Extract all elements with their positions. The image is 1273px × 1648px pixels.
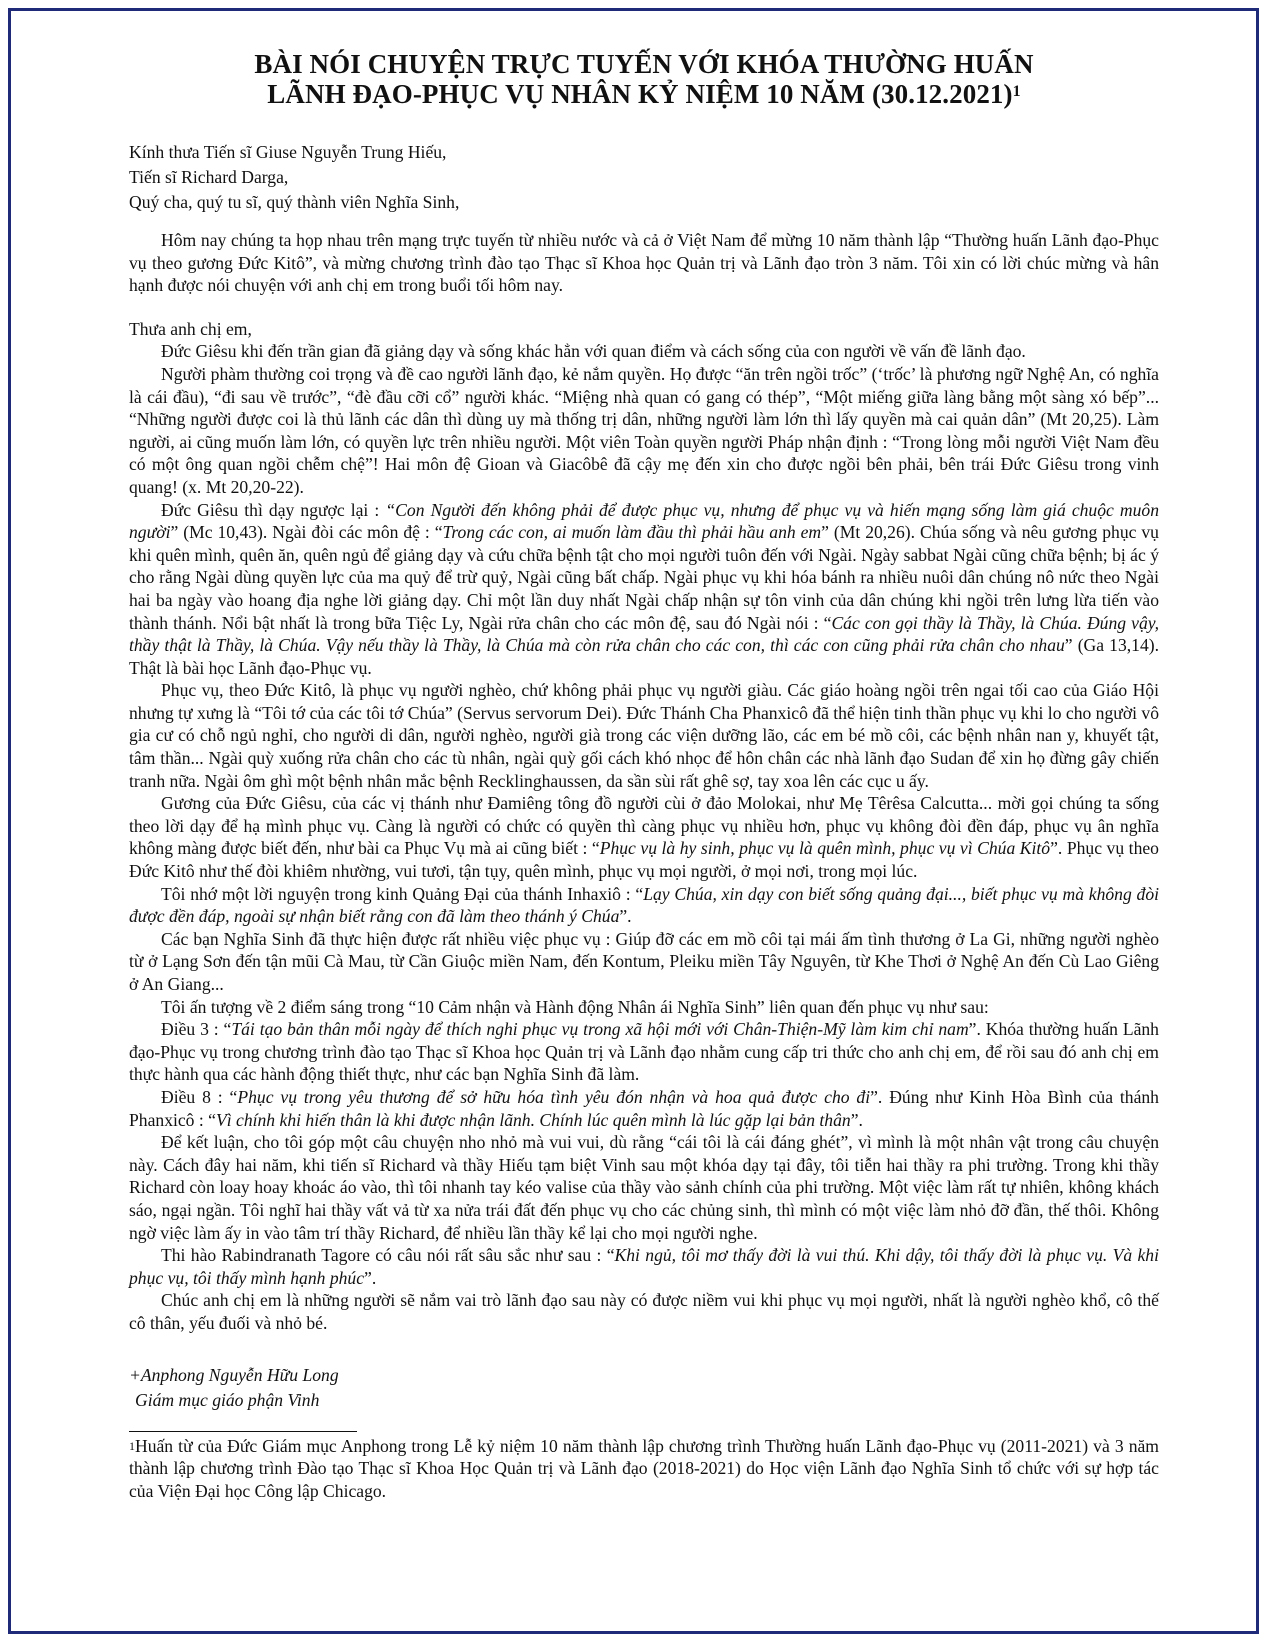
paragraph-1: Đức Giêsu khi đến trần gian đã giảng dạy và sống khác hẳn với quan điểm và cách sống của con người về vấn đề lãnh đạo. — [161, 341, 1026, 362]
paragraph-8: Tôi ấn tượng về 2 điểm sáng trong “10 Cảm nhận và Hành động Nhân ái Nghĩa Sinh” liên quan đến phục vụ như sau: — [161, 996, 989, 1017]
title-line-2 — [129, 79, 1159, 109]
footnote — [129, 1435, 1159, 1503]
paragraph-6 — [129, 883, 1159, 928]
paragraph-5-text: ”. Phục vụ theo Đức Kitô như thế đòi khiêm nhường, vui tươi, tận tụy, quên mình, phục vụ mọi người, ở mọi nơi, trong mọi lúc. — [129, 838, 1159, 882]
signature-name: +Anphong Nguyễn Hữu Long — [129, 1364, 339, 1385]
greeting-line: Tiến sĩ Richard Darga, — [129, 167, 289, 187]
paragraph-12-text: Thi hào Rabindranath Tagore có câu nói rất sâu sắc như sau : “ — [161, 1245, 615, 1266]
footnote-mark: 1 — [129, 1438, 135, 1453]
paragraph-4: Phục vụ, theo Đức Kitô, là phục vụ người nghèo, chứ không phải phục vụ người giàu. Các giáo hoàng ngồi trên ngai tối cao của Giáo Hội nhưng tự xưng là “Tôi tớ của các tôi tớ Chúa” (Servus servorum Dei). Đức Thánh Cha Phanxicô đã thể hiện tinh thần phục vụ khi lo cho người vô gia cư có chỗ ngủ nghỉ, cho người di dân, người nghèo, người già trong các viện dưỡng lão, các em bé mồ côi, các bệnh nhân nan y, khuyết tật, tâm thần... Ngài quỳ xuống rửa chân cho các tù nhân, ngài quỳ gối cách khó nhọc để hôn chân các nhà lãnh đạo Sudan để xin họ đừng gây chiến tranh nữa. Ngài ôm ghì một bệnh nhân mắc bệnh Recklinghaussen, da sần sùi rất ghê sợ, tay xoa lên các cục u ấy. — [129, 680, 1159, 791]
footnote-text: Huấn từ của Đức Giám mục Anphong trong Lễ kỷ niệm 10 năm thành lập chương trình Thường huấn Lãnh đạo-Phục vụ (2011-2021) và 3 năm thành lập chương trình Đào tạo Thạc sĩ Khoa Học Quản trị và Lãnh đạo (2018-2021) do Học viện Lãnh đạo Nghĩa Sinh tổ chức với sự hợp tác của Viện Đại học Công lập Chicago. — [129, 1435, 1159, 1501]
paragraph-5-text: Gương của Đức Giêsu, của các vị thánh như Đamiêng tông đồ người cùi ở đảo Molokai, như Mẹ Têrêsa Calcutta... mời gọi chúng ta sống theo lời dạy để hạ mình phục vụ. Càng là người có chức có quyền thì càng phục vụ nhiều hơn, phục vụ không đòi đền đáp, phục vụ ân nghĩa không màng được biết đến, như bài ca Phục Vụ mà ai cũng biết : “ — [129, 793, 1159, 859]
paragraph-6-text: ”. — [619, 906, 632, 927]
paragraph-9-text: ”. Khóa thường huấn Lãnh đạo-Phục vụ trong chương trình đào tạo Thạc sĩ Khoa học Quản trị và Lãnh đạo nhằm cung cấp tri thức cho anh chị em, để rồi sau đó anh chị em thực hành qua các hành động thiết thực, như các bạn Nghĩa Sinh đã làm. — [129, 1019, 1159, 1085]
title-line-1: BÀI NÓI CHUYỆN TRỰC TUYẾN VỚI KHÓA THƯỜNG HUẤN — [254, 49, 1034, 79]
quote-tagore: Khi ngủ, tôi mơ thấy đời là vui thú. Khi dậy, tôi thấy đời là phục vụ. Và khi phục vụ, tôi thấy mình hạnh phúc — [129, 1245, 1159, 1288]
signature-role: Giám mục giáo phận Vinh — [135, 1389, 320, 1410]
quote-mt-20-26: Trong các con, ai muốn làm đầu thì phải hầu anh em — [442, 522, 822, 543]
page-border — [8, 8, 1259, 1634]
quote-kinh-quang-dai: Lạy Chúa, xin dạy con biết sống quảng đại..., biết phục vụ mà không đòi được đền đáp, ngoài sự nhận biết rằng con đã làm theo thánh ý Chúa — [129, 883, 1160, 927]
paragraph-3 — [129, 499, 1159, 680]
paragraph-3-text: ” (Mc 10,43). Ngài đòi các môn đệ : “ — [170, 522, 443, 543]
document-title — [129, 49, 1159, 109]
footnote-divider — [129, 1431, 357, 1432]
paragraph-9-text: Điều 3 : “ — [161, 1019, 232, 1040]
document-body — [129, 39, 1159, 1502]
paragraph-6-text: Tôi nhớ một lời nguyện trong kinh Quảng Đại của thánh Inhaxiô : “ — [161, 883, 644, 904]
quote-dieu-8: Phục vụ trong yêu thương để sở hữu hóa tình yêu đón nhận và hoa quả được cho đi — [237, 1086, 871, 1107]
salutation: Thưa anh chị em, — [129, 318, 252, 339]
quote-kinh-hoa-binh: Vì chính khi hiến thân là khi được nhận lãnh. Chính lúc quên mình là lúc gặp lại bản thân — [215, 1109, 851, 1130]
paragraph-3-text: Đức Giêsu thì dạy ngược lại : — [161, 499, 386, 520]
intro-paragraph: Hôm nay chúng ta họp nhau trên mạng trực tuyến từ nhiều nước và cả ở Việt Nam để mừng 10 năm thành lập “Thường huấn Lãnh đạo-Phục vụ theo gương Đức Kitô”, và mừng chương trình đào tạo Thạc sĩ Khoa học Quản trị và Lãnh đạo tròn 3 năm. Tôi xin có lời chúc mừng và hân hạnh được nói chuyện với anh chị em trong buổi tối hôm nay. — [129, 230, 1159, 296]
quote-dieu-3: Tái tạo bản thân mỗi ngày để thích nghi phục vụ trong xã hội mới với Chân-Thiện-Mỹ làm kim chỉ nam — [231, 1019, 969, 1040]
paragraph-12 — [129, 1244, 1159, 1289]
paragraph-5 — [129, 792, 1159, 882]
paragraph-2: Người phàm thường coi trọng và đề cao người lãnh đạo, kẻ nắm quyền. Họ được “ăn trên ngồi trốc” (‘trốc’ là phương ngữ Nghệ An, có nghĩa là cái đầu), “đi sau về trước”, “đè đầu cỡi cổ” người khác. “Miệng nhà quan có gang có thép”, “Một miếng giữa làng bằng một sàng xó bếp”... “Những người được coi là thủ lãnh các dân thì dùng uy mà thống trị dân, những người làm lớn thì lấy quyền mà cai quản dân” (Mt 20,25). Làm người, ai cũng muốn làm lớn, có quyền lực trên nhiều người. Một viên Toàn quyền người Pháp nhận định : “Trong lòng mỗi người Việt Nam đều có một ông quan ngồi chễm chệ”! Hai môn đệ Gioan và Giacôbê đã cậy mẹ đến xin cho được ngồi bên phải, bên trái Đức Giêsu trong vinh quang! (x. Mt 20,20-22). — [129, 363, 1159, 497]
quote-phuc-vu-song: Phục vụ là hy sinh, phục vụ là quên mình, phục vụ vì Chúa Kitô — [599, 838, 1051, 859]
paragraph-7: Các bạn Nghĩa Sinh đã thực hiện được rất nhiều việc phục vụ : Giúp đỡ các em mồ côi tại mái ấm tình thương ở La Gi, những người nghèo từ ở Lạng Sơn đến tận mũi Cà Mau, từ Cần Giuộc miền Nam, đến Kontum, Pleiku miền Tây Nguyên, từ Khe Thơi ở Nghệ An đến Cù Lao Giêng ở An Giang... — [129, 928, 1159, 994]
paragraph-10-text: Điều 8 : “ — [161, 1086, 238, 1107]
signature-block — [129, 1363, 1159, 1413]
paragraph-13: Chúc anh chị em là những người sẽ nắm vai trò lãnh đạo sau này có được niềm vui khi phục vụ mọi người, nhất là người nghèo khổ, cô thế cô thân, yếu đuối và nhỏ bé. — [129, 1290, 1159, 1333]
paragraph-10 — [129, 1086, 1159, 1131]
title-line-2-text: LÃNH ĐẠO-PHỤC VỤ NHÂN KỶ NIỆM 10 NĂM (30.12.2021) — [267, 79, 1013, 109]
greeting-line: Kính thưa Tiến sĩ Giuse Nguyễn Trung Hiếu, — [129, 142, 447, 162]
paragraph-3-text: ” (Ga 13,14). Thật là bài học Lãnh đạo-Phục vụ. — [129, 635, 1160, 678]
greeting-block — [129, 140, 1159, 215]
paragraph-11: Để kết luận, cho tôi góp một câu chuyện nho nhỏ mà vui vui, dù rằng “cái tôi là cái đáng ghét”, vì mình là một nhân vật trong câu chuyện này. Cách đây hai năm, khi tiến sĩ Richard và thầy Hiếu tạm biệt Vinh sau một khóa dạy tại đây, tôi tiễn hai thầy ra phi trường. Trong khi thầy Richard còn loay hoay khoác áo vào, thì tôi nhanh tay kéo valise của thầy vào sảnh chính của phi trường. Một việc làm rất tự nhiên, không khách sáo, ngại ngần. Tôi nghĩ hai thầy vất vả từ xa nửa trái đất đến phục vụ cho các chủng sinh, thì mình có một việc làm nhỏ đỡ đần, thế thôi. Không ngờ việc làm ấy in vào tâm trí thầy Richard, để nhiều lần thầy kể lại cho mọi người nghe. — [129, 1132, 1159, 1243]
paragraph-12-text: ”. — [364, 1267, 377, 1288]
paragraph-9 — [129, 1018, 1159, 1086]
greeting-line: Quý cha, quý tu sĩ, quý thành viên Nghĩa Sinh, — [129, 192, 460, 212]
paragraph-3-text: ” (Mt 20,26). Chúa sống và nêu gương phục vụ khi quên mình, quên ăn, quên ngủ để giảng dạy và cứu chữa bệnh tật cho mọi người tuôn đến với Ngài. Ngày sabbat Ngài cũng chữa bệnh; bị ác ý cho rằng Ngài dùng quyền lực của ma quỷ để trừ quỷ, Ngài cũng bất chấp. Ngài phục vụ khi hóa bánh ra nhiều nuôi dân chúng nô nức theo Ngài hai ba ngày vào hoang địa nghe lời giảng dạy. Chỉ một lần duy nhất Ngài chấp nhận sự tôn vinh của dân chúng khi ngồi trên lưng lừa tiến vào thành thánh. Nổi bật nhất là trong bữa Tiệc Ly, Ngài rửa chân cho các môn đệ, sau đó Ngài nói : “ — [129, 522, 1159, 633]
quote-mc-10-43: “Con Người đến không phải để được phục vụ, nhưng để phục vụ và hiến mạng sống làm giá chuộc muôn người — [129, 499, 1160, 543]
paragraph-10-text: ”. — [850, 1109, 863, 1130]
quote-ga-13-14: Các con gọi thầy là Thầy, là Chúa. Đúng vậy, thầy thật là Thầy, là Chúa. Vậy nếu thầy là Thầy, là Chúa mà còn rửa chân cho các con, thì các con cũng phải rửa chân cho nhau — [129, 612, 1159, 656]
paragraph-10-text: ”. Đúng như Kinh Hòa Bình của thánh Phanxicô : “ — [129, 1086, 1159, 1130]
footnote-reference[interactable]: 1 — [1012, 83, 1021, 100]
